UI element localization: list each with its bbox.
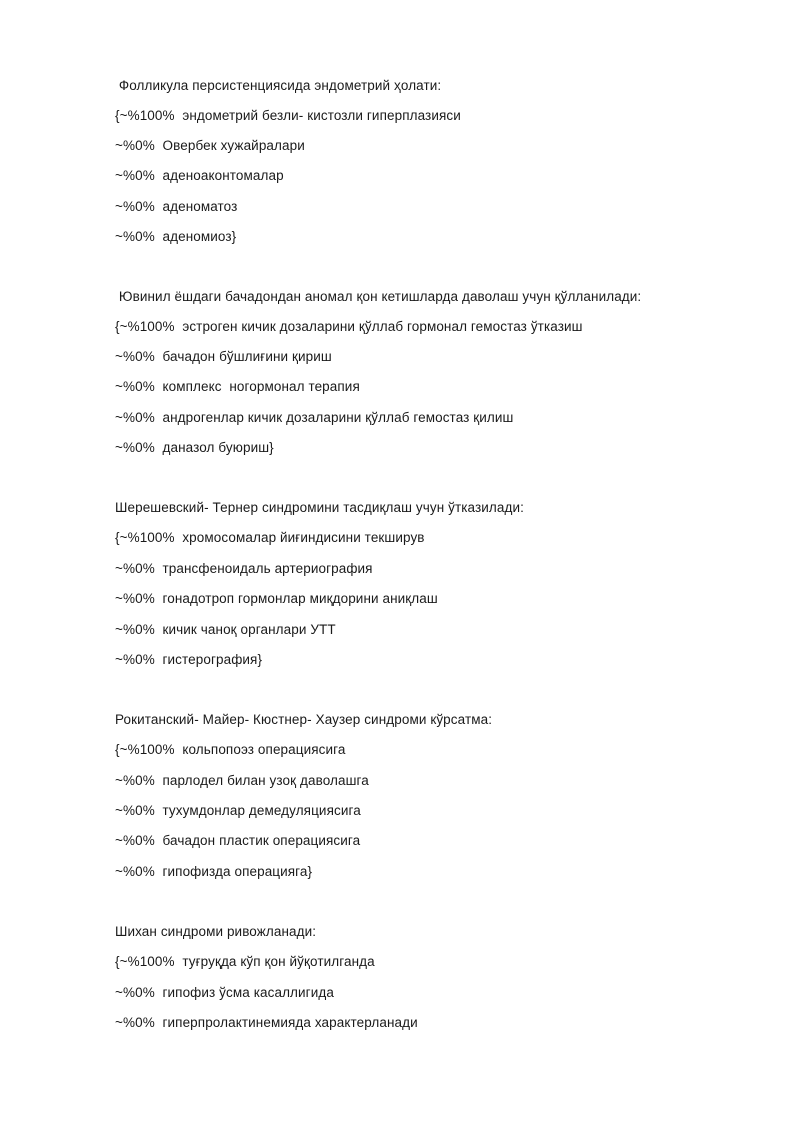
- question-2-text: Ювинил ёшдаги бачадондан аномал қон кетишларда даволаш учун қўлланилади:: [115, 289, 642, 304]
- question-4-text: Рокитанский- Майер- Кюстнер- Хаузер синдроми кўрсатма:: [115, 712, 493, 727]
- answer-option: ~%0% аденомиоз}: [115, 229, 237, 244]
- answer-option: {~%100% эндометрий безли- кистозли гиперплазияси: [115, 108, 461, 123]
- answer-option: ~%0% гистерография}: [115, 652, 263, 667]
- question-1-text: Фолликула персистенциясида эндометрий ҳолати:: [115, 78, 442, 93]
- answer-option: ~%0% аденоматоз: [115, 199, 238, 214]
- answer-option: ~%0% бачадон бўшлиғини қириш: [115, 349, 332, 364]
- answer-option: ~%0% гипофизда операцияга}: [115, 864, 313, 879]
- answer-option: {~%100% кольпопоэз операциясига: [115, 742, 346, 757]
- answer-option: ~%0% андрогенлар кичик дозаларини қўллаб гемостаз қилиш: [115, 410, 514, 425]
- question-3-text: Шерешевский- Тернер синдромини тасдиқлаш учун ўтказилади:: [115, 500, 524, 515]
- answer-option: ~%0% кичик чаноқ органлари УТТ: [115, 622, 336, 637]
- answer-option: {~%100% хромосомалар йиғиндисини текширув: [115, 530, 425, 545]
- question-5-text: Шихан синдроми ривожланади:: [115, 924, 317, 939]
- answer-option: ~%0% аденоаконтомалар: [115, 168, 284, 183]
- answer-option: ~%0% гипофиз ўсма касаллигида: [115, 985, 334, 1000]
- answer-option: ~%0% комплекс ногормонал терапия: [115, 379, 360, 394]
- answer-option: {~%100% туғруқда кўп қон йўқотилганда: [115, 954, 375, 969]
- answer-option: ~%0% Овербек хужайралари: [115, 138, 305, 153]
- answer-option: {~%100% эстроген кичик дозаларини қўллаб гормонал гемостаз ўтказиш: [115, 319, 583, 334]
- answer-option: ~%0% бачадон пластик операциясига: [115, 833, 361, 848]
- answer-option: ~%0% гиперпролактинемияда характерланади: [115, 1015, 418, 1030]
- answer-option: ~%0% гонадотроп гормонлар миқдорини аниқлаш: [115, 591, 438, 606]
- answer-option: ~%0% даназол буюриш}: [115, 440, 274, 455]
- answer-option: ~%0% трансфеноидаль артериография: [115, 561, 373, 576]
- answer-option: ~%0% парлодел билан узоқ даволашга: [115, 773, 369, 788]
- answer-option: ~%0% тухумдонлар демедуляциясига: [115, 803, 361, 818]
